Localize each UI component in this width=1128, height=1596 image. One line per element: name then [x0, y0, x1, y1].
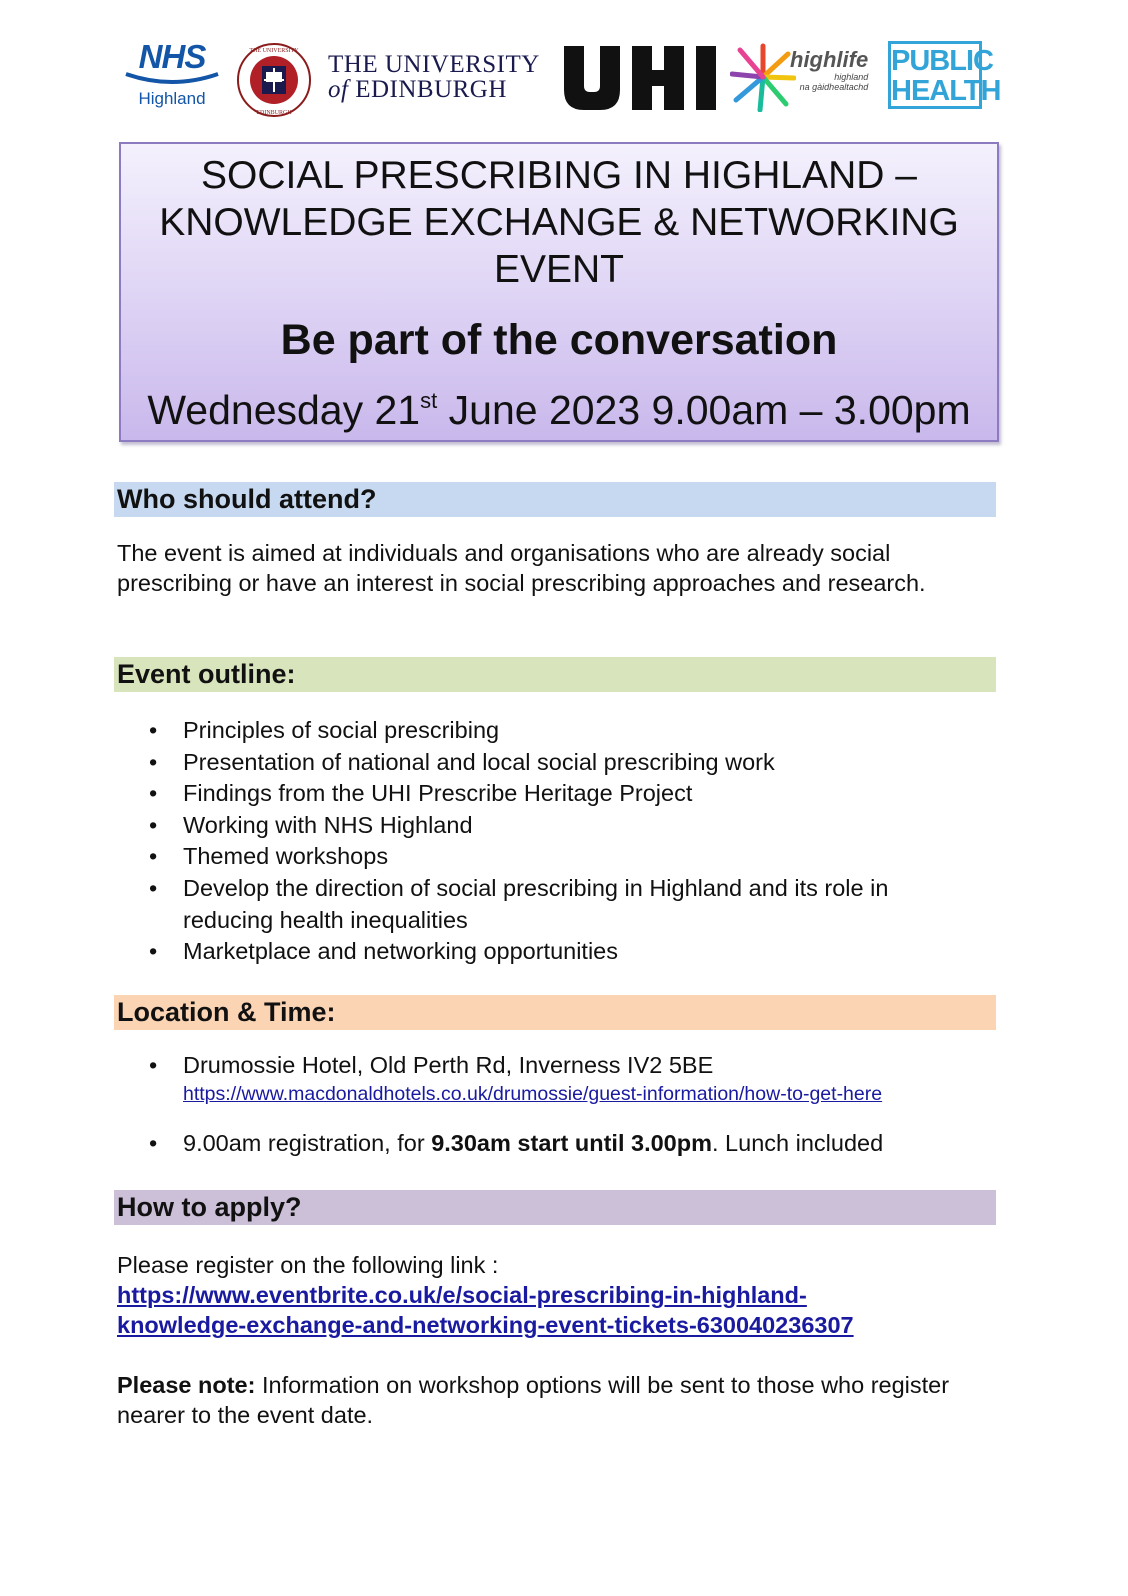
bullet-icon: •	[149, 1129, 158, 1156]
bullet-icon: •	[149, 874, 158, 901]
nhs-logo-word: NHS	[138, 38, 206, 75]
list-item-text: Marketplace and networking opportunities	[183, 938, 619, 965]
bullet-icon: •	[149, 938, 158, 965]
who-heading: Who should attend?	[114, 482, 996, 517]
event-title-line: EVENT	[493, 248, 625, 291]
list-item-text: Develop the direction of social prescribing in Highland and its role in reducing health inequalities	[183, 874, 889, 933]
list-item-text: Findings from the UHI Prescribe Heritage Project	[183, 780, 693, 807]
bullet-icon: •	[149, 780, 158, 807]
highlife-sub2: na gàidhealtachd	[799, 82, 869, 92]
list-item	[117, 873, 997, 936]
edinburgh-line1: THE UNIVERSITY	[328, 51, 540, 78]
registration-link[interactable]	[117, 1282, 854, 1338]
registration-link-line2: knowledge-exchange-and-networking-event-tickets-630040236307	[117, 1312, 854, 1338]
event-title-line: SOCIAL PRESCRIBING IN HIGHLAND –	[201, 154, 917, 197]
list-item	[117, 1128, 997, 1160]
event-date-pre: Wednesday 21	[147, 387, 421, 433]
public-health-line2: HEALTH	[891, 75, 1001, 107]
apply-heading: How to apply?	[114, 1190, 996, 1225]
list-item	[117, 778, 997, 810]
list-item	[117, 747, 997, 779]
bullet-icon: •	[149, 748, 158, 775]
venue-directions-link[interactable]: https://www.macdonaldhotels.co.uk/drumossie/guest-information/how-to-get-here	[183, 1082, 883, 1105]
location-heading: Location & Time:	[114, 995, 996, 1030]
registration-link-line1: https://www.eventbrite.co.uk/e/social-prescribing-in-highland-	[117, 1282, 807, 1308]
logo-strip	[118, 38, 1006, 118]
edinburgh-wordmark	[328, 52, 540, 102]
time-text-pre: 9.00am registration, for	[183, 1129, 432, 1156]
nhs-highland-logo	[122, 40, 222, 116]
nhs-logo-sub: Highland	[138, 89, 206, 108]
event-date-sup: st	[420, 388, 438, 413]
outline-heading: Event outline:	[114, 657, 996, 692]
public-health-logo	[888, 41, 1001, 109]
edinburgh-line2: EDINBURGH	[355, 76, 507, 103]
svg-text:THE UNIVERSITY: THE UNIVERSITY	[249, 48, 299, 54]
list-item	[117, 810, 997, 842]
uhi-logo	[562, 46, 726, 110]
venue-text: Drumossie Hotel, Old Perth Rd, Inverness IV2 5BE	[183, 1052, 714, 1078]
list-item	[117, 841, 997, 873]
list-item-text: Working with NHS Highland	[183, 811, 473, 838]
bullet-icon: •	[149, 811, 158, 838]
apply-block	[117, 1250, 997, 1340]
time-text-bold: 9.30am start until 3.00pm	[431, 1129, 712, 1156]
event-date	[121, 386, 997, 434]
highlife-sub1: highland	[834, 72, 869, 82]
nhs-swoosh-icon	[124, 70, 220, 86]
svg-text:EDINBURGH: EDINBURGH	[256, 110, 292, 116]
highlife-main: highlife	[790, 47, 869, 72]
apply-note	[117, 1370, 997, 1430]
list-item	[117, 1050, 997, 1106]
list-item	[117, 936, 997, 968]
list-item	[117, 715, 997, 747]
university-seal-icon	[236, 42, 312, 118]
bullet-icon: •	[149, 843, 158, 870]
note-label: Please note:	[117, 1372, 256, 1398]
event-banner	[119, 142, 999, 442]
event-title	[121, 152, 997, 293]
event-tagline: Be part of the conversation	[280, 316, 838, 364]
note-text: Information on workshop options will be sent to those who register nearer to the event date.	[117, 1372, 950, 1428]
bullet-icon: •	[149, 717, 158, 743]
list-item-text: Themed workshops	[183, 843, 389, 870]
time-text-post: . Lunch included	[712, 1129, 884, 1156]
list-item-text: Principles of social prescribing	[183, 717, 500, 743]
who-body: The event is aimed at individuals and organisations who are already social prescribing or have an interest in social prescribing approaches and research.	[117, 540, 926, 596]
event-date-post: June 2023 9.00am – 3.00pm	[437, 387, 971, 433]
outline-list	[117, 715, 997, 968]
location-list	[117, 1050, 997, 1159]
highlife-wordmark	[790, 48, 868, 92]
apply-intro: Please register on the following link :	[117, 1252, 499, 1278]
edinburgh-of: of	[328, 76, 349, 103]
highlife-star-icon	[730, 42, 796, 112]
list-item-text: Presentation of national and local social prescribing work	[183, 748, 775, 775]
bullet-icon: •	[149, 1052, 158, 1078]
event-title-line: KNOWLEDGE EXCHANGE & NETWORKING	[159, 201, 959, 244]
public-health-line1: PUBLIC	[891, 45, 993, 77]
